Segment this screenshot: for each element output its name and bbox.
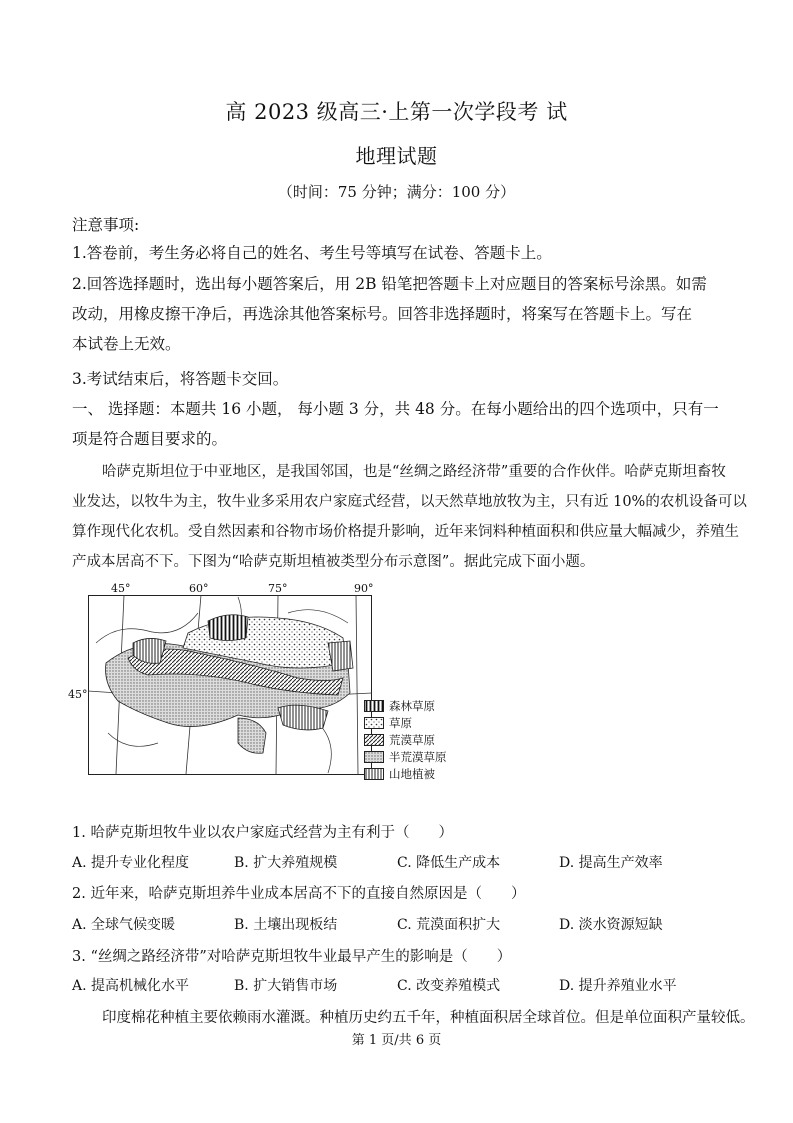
legend-label: 山地植被 — [389, 767, 435, 781]
lon-label-45: 45° — [111, 582, 131, 595]
question-2-option-d[interactable]: D. 淡水资源短缺 — [559, 917, 663, 933]
lat-label-45: 45° — [68, 688, 88, 701]
section-heading-line1: 一、 选择题：本题共 16 小题， 每小题 3 分，共 48 分。在每小题给出的四个选项中，只有一 — [72, 400, 719, 418]
question-2-option-b[interactable]: B. 土壤出现板结 — [234, 917, 338, 933]
question-1-option-c[interactable]: C. 降低生产成本 — [397, 855, 501, 871]
legend-item — [364, 715, 447, 731]
notes-heading: 注意事项: — [72, 216, 140, 234]
mountain-vegetation-swatch — [364, 768, 384, 780]
question-1-stem: 1. 哈萨克斯坦牧牛业以农户家庭式经营为主有利于（ ） — [72, 825, 453, 841]
lon-label-60: 60° — [189, 582, 209, 595]
legend-label: 草原 — [389, 716, 412, 730]
question-3-option-d[interactable]: D. 提升养殖业水平 — [559, 978, 677, 994]
question-2-stem: 2. 近年来，哈萨克斯坦养牛业成本居高不下的直接自然原因是（ ） — [72, 886, 526, 902]
question-3-option-b[interactable]: B. 扩大销售市场 — [234, 978, 338, 994]
passage2-line1: 印度棉花种植主要依赖雨水灌溉。种植历史约五千年，种植面积居全球首位。但是单位面积产量较低。 — [102, 1010, 755, 1026]
legend-label: 森林草原 — [389, 699, 435, 713]
note-item-2-line1: 2.回答选择题时，选出每小题答案后，用 2B 铅笔把答题卡上对应题目的答案标号涂黑。如需 — [72, 275, 707, 293]
question-3-option-c[interactable]: C. 改变养殖模式 — [397, 978, 501, 994]
question-3-option-a[interactable]: A. 提高机械化水平 — [72, 978, 190, 994]
note-item-3: 3.考试结束后，将答题卡交回。 — [72, 370, 289, 388]
note-item-2-line3: 本试卷上无效。 — [72, 335, 181, 353]
legend-label: 半荒漠草原 — [389, 750, 447, 764]
desert-steppe-swatch — [364, 734, 384, 746]
section-heading-line2: 项是符合题目要求的。 — [72, 430, 228, 448]
exam-info: （时间：75 分钟；满分：100 分） — [277, 183, 516, 201]
passage1-line4: 产成本居高不下。下图为“哈萨克斯坦植被类型分布示意图”。据此完成下面小题。 — [72, 554, 595, 570]
legend-item — [364, 698, 447, 714]
exam-title: 高 2023 级高三·上第一次学段考 试 — [225, 100, 568, 124]
subject-title: 地理试题 — [355, 144, 438, 168]
forest-steppe-swatch — [364, 700, 384, 712]
legend-item — [364, 766, 447, 782]
question-2-option-c[interactable]: C. 荒漠面积扩大 — [397, 917, 501, 933]
page-number: 第 1 页/共 6 页 — [351, 1033, 442, 1048]
question-2-option-a[interactable]: A. 全球气候变暖 — [72, 917, 176, 933]
question-1-option-b[interactable]: B. 扩大养殖规模 — [234, 855, 338, 871]
steppe-swatch — [364, 717, 384, 729]
region-forest-steppe — [208, 615, 248, 641]
question-3-stem: 3. “丝绸之路经济带”对哈萨克斯坦牧牛业最早产生的影响是（ ） — [72, 949, 512, 965]
legend-item — [364, 749, 447, 765]
note-item-1: 1.答卷前，考生务必将自己的姓名、考生号等填写在试卷、答题卡上。 — [72, 244, 552, 262]
question-1-option-d[interactable]: D. 提高生产效率 — [559, 855, 663, 871]
legend-item — [364, 732, 447, 748]
note-item-2-line2: 改动，用橡皮擦干净后，再选涂其他答案标号。回答非选择题时，将案写在答题卡上。写在 — [72, 305, 693, 323]
map-legend — [364, 698, 447, 783]
passage1-line2: 业发达，以牧牛为主，牧牛业多采用农户家庭式经营，以天然草地放牧为主，只有近 10%的农机设备可以 — [72, 494, 747, 510]
region-mountain-vegetation — [278, 705, 328, 730]
question-1-option-a[interactable]: A. 提升专业化程度 — [72, 855, 190, 871]
legend-label: 荒漠草原 — [389, 733, 435, 747]
passage1-line3: 算作现代化农机。受自然因素和谷物市场价格提升影响，近年来饲料种植面积和供应量大幅减少，养殖生 — [72, 524, 739, 540]
semi-desert-steppe-swatch — [364, 751, 384, 763]
vegetation-map — [88, 583, 372, 775]
lon-label-75: 75° — [268, 582, 288, 595]
lon-label-90: 90° — [354, 582, 374, 595]
passage1-line1: 哈萨克斯坦位于中亚地区，是我国邻国，也是“丝绸之路经济带”重要的合作伙伴。哈萨克斯坦畜牧 — [102, 464, 726, 480]
